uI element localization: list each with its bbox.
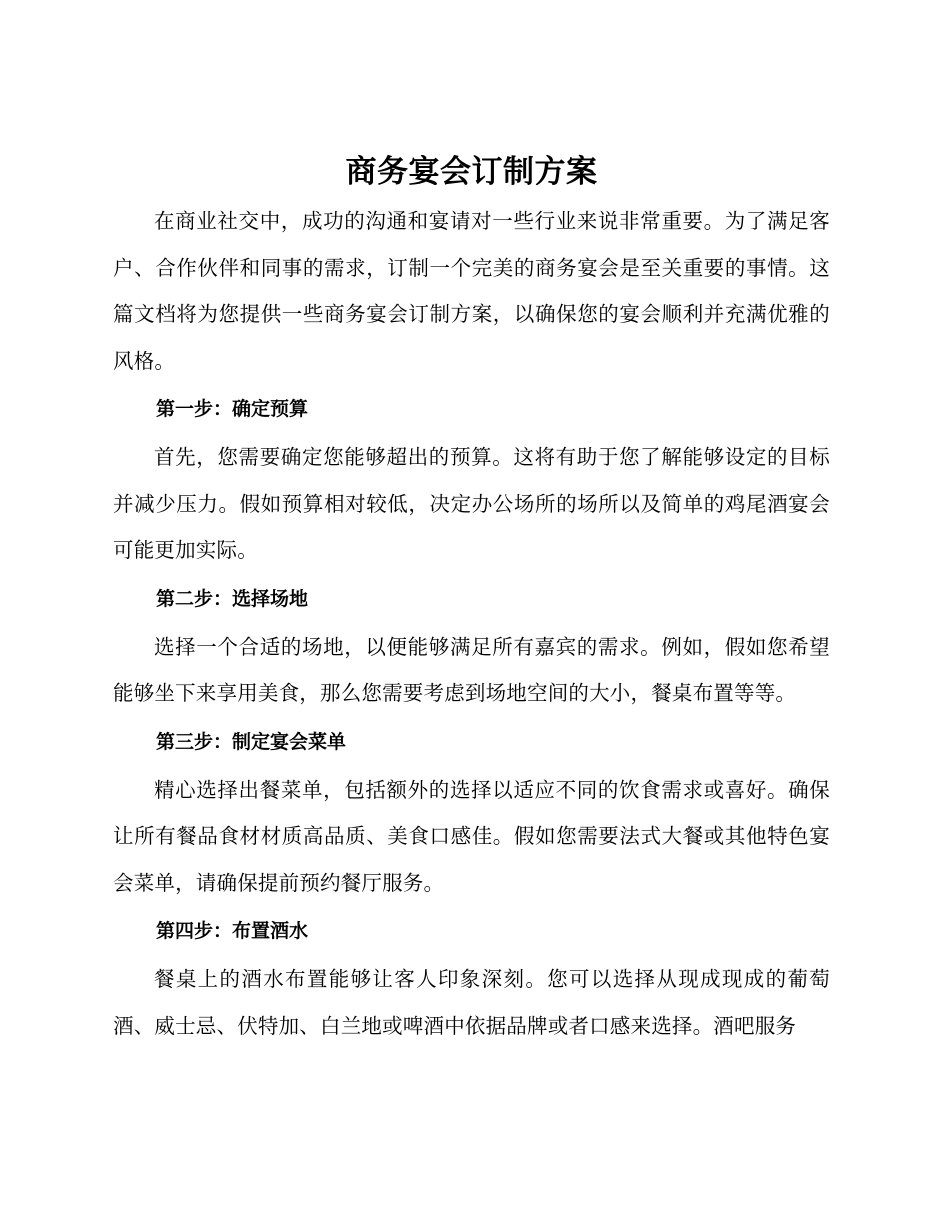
section-heading: 第一步：确定预算 [156,398,309,420]
section-paragraph: 精心选择出餐菜单，包括额外的选择以适应不同的饮食需求或喜好。确保让所有餐品食材材质高品质、美食口感佳。假如您需要法式大餐或其他特色宴会菜单，请确保提前预约餐厅服务。 [113,777,830,895]
section-heading: 第四步：布置酒水 [156,920,309,942]
document-body [113,150,830,1049]
section-heading: 第二步：选择场地 [156,587,309,610]
section-step-3 [113,727,830,907]
section-heading: 第三步：制定宴会菜单 [156,730,347,753]
section-step-4 [113,916,830,1049]
section-paragraph: 餐桌上的酒水布置能够让客人印象深刻。您可以选择从现成现成的葡萄酒、威士忌、伏特加、白兰地或啤酒中依据品牌或者口感来选择。酒吧服务 [113,967,830,1038]
document-title: 商务宴会订制方案 [345,154,598,190]
section-paragraph: 选择一个合适的场地，以便能够满足所有嘉宾的需求。例如，假如您希望能够坐下来享用美食，那么您需要考虑到场地空间的大小，餐桌布置等等。 [113,634,830,705]
intro-paragraph: 在商业社交中，成功的沟通和宴请对一些行业来说非常重要。为了满足客户、合作伙伴和同事的需求，订制一个完美的商务宴会是至关重要的事情。这篇文档将为您提供一些商务宴会订制方案，以确保您的宴会顺利并充满优雅的风格。 [113,209,830,373]
section-step-1 [113,394,830,574]
section-step-2 [113,584,830,717]
section-paragraph: 首先，您需要确定您能够超出的预算。这将有助于您了解能够设定的目标并减少压力。假如预算相对较低，决定办公场所的场所以及简单的鸡尾酒宴会可能更加实际。 [113,445,830,562]
